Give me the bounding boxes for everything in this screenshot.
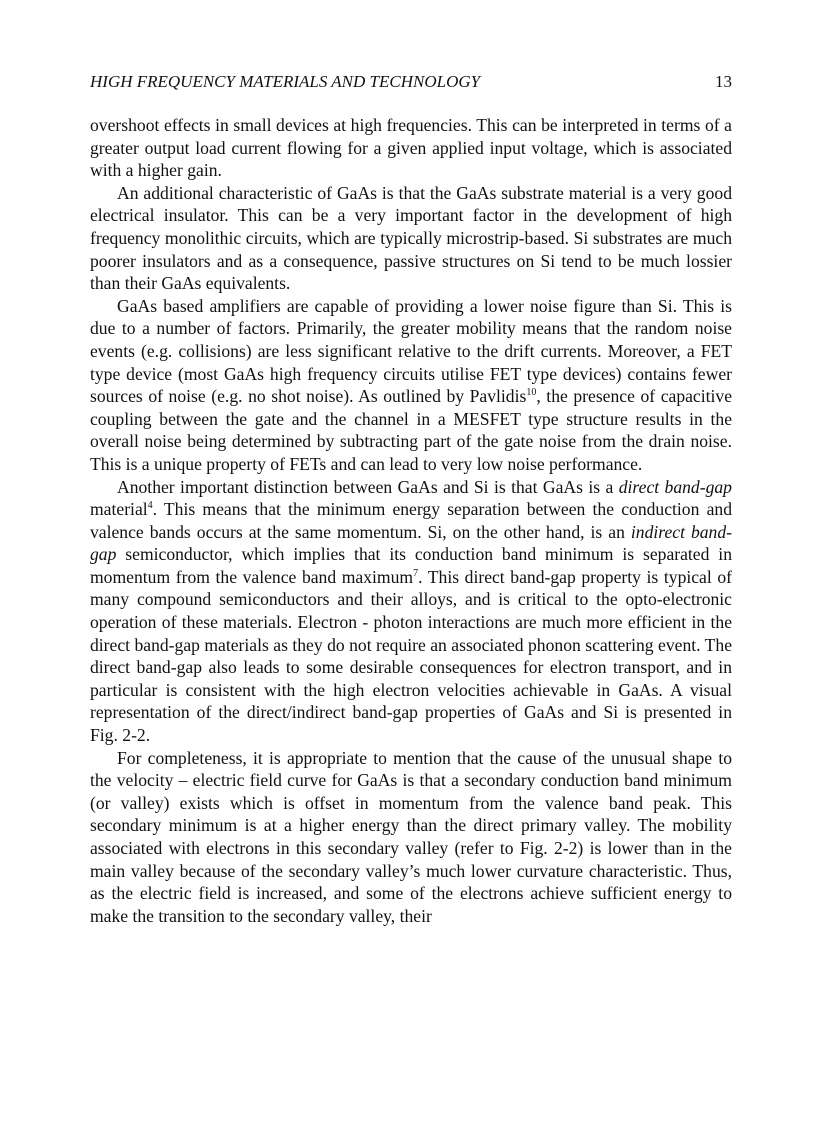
emphasis-indirect-band-gap: indirect band-gap (90, 521, 733, 565)
paragraph-5 (90, 747, 732, 928)
paragraph-3 (90, 295, 732, 476)
reference-superscript: 4 (147, 500, 153, 512)
paragraph-1-text: overshoot effects in small devices at high frequencies. This can be interpreted in terms of a greater output load current flowing for a given applied input voltage, which is associated with a higher gain. (90, 115, 732, 181)
paragraph-4-text-e: . This direct band-gap property is typical of many compound semiconductors and their alloys, and is critical to the opto-electronic operation of these materials. Electron - photon interactions are much more efficient in the direct band-gap materials as they do not require an associated phonon scattering event. The direct band-gap also leads to some desirable consequences for electron transport, and in particular is consistent with the high electron velocities achievable in GaAs. A visual representation of the direct/indirect band-gap properties of GaAs and Si is presented in Fig. 2-2. (90, 566, 733, 746)
paragraph-4-text-a: Another important distinction between GaAs and Si is that GaAs is a (117, 476, 619, 497)
reference-superscript: 7 (413, 567, 419, 579)
paragraph-1 (90, 114, 732, 182)
paragraph-3-text-a: GaAs based amplifiers are capable of providing a lower noise figure than Si. This is due to a number of factors. Primarily, the greater mobility means that the random noise events (e.g. collisions) are less significant relative to the drift currents. Moreover, a FET type device (most GaAs high frequency circuits utilise FET type devices) contains fewer sources of noise (e.g. no shot noise). As outlined by Pavlidis (90, 295, 732, 407)
paragraph-2 (90, 182, 732, 295)
running-title: HIGH FREQUENCY MATERIALS AND TECHNOLOGY (90, 72, 481, 91)
paragraph-4-text-d: semiconductor, which implies that its conduction band minimum is separated in momentum from the valence band maximum (90, 544, 732, 587)
body-text (90, 114, 732, 927)
page-number: 13 (715, 72, 732, 91)
paragraph-4-text-c: . This means that the minimum energy separation between the conduction and valence bands occurs at the same momentum. Si, on the other hand, is an (90, 499, 732, 542)
emphasis-direct-band-gap: direct band-gap (618, 476, 732, 497)
running-header (90, 72, 732, 94)
paragraph-2-text: An additional characteristic of GaAs is that the GaAs substrate material is a very good electrical insulator. This can be a very important factor in the development of high frequency monolithic circuits, which are typically microstrip-based. Si substrates are much poorer insulators and as a consequence, passive structures on Si tend to be much lossier than their GaAs equivalents. (90, 182, 732, 294)
paragraph-3-text-b: , the presence of capacitive coupling between the gate and the channel in a MESFET type structure results in the overall noise being determined by subtracting part of the gate noise from the drain noise. This is a unique property of FETs and can lead to very low noise performance. (90, 386, 732, 474)
paragraph-5-text: For completeness, it is appropriate to mention that the cause of the unusual shape to the velocity – electric field curve for GaAs is that a secondary conduction band minimum (or valley) exists which is offset in momentum from the valence band peak. This secondary minimum is at a higher energy than the direct primary valley. The mobility associated with electrons in this secondary valley (refer to Fig. 2-2) is lower than in the main valley because of the secondary valley’s much lower curvature characteristic. Thus, as the electric field is increased, and some of the electrons achieve sufficient energy to make the transition to the secondary valley, their (90, 747, 732, 926)
paragraph-4-text-b: material (90, 499, 148, 520)
reference-superscript: 10 (526, 387, 537, 399)
paragraph-4 (90, 476, 732, 747)
